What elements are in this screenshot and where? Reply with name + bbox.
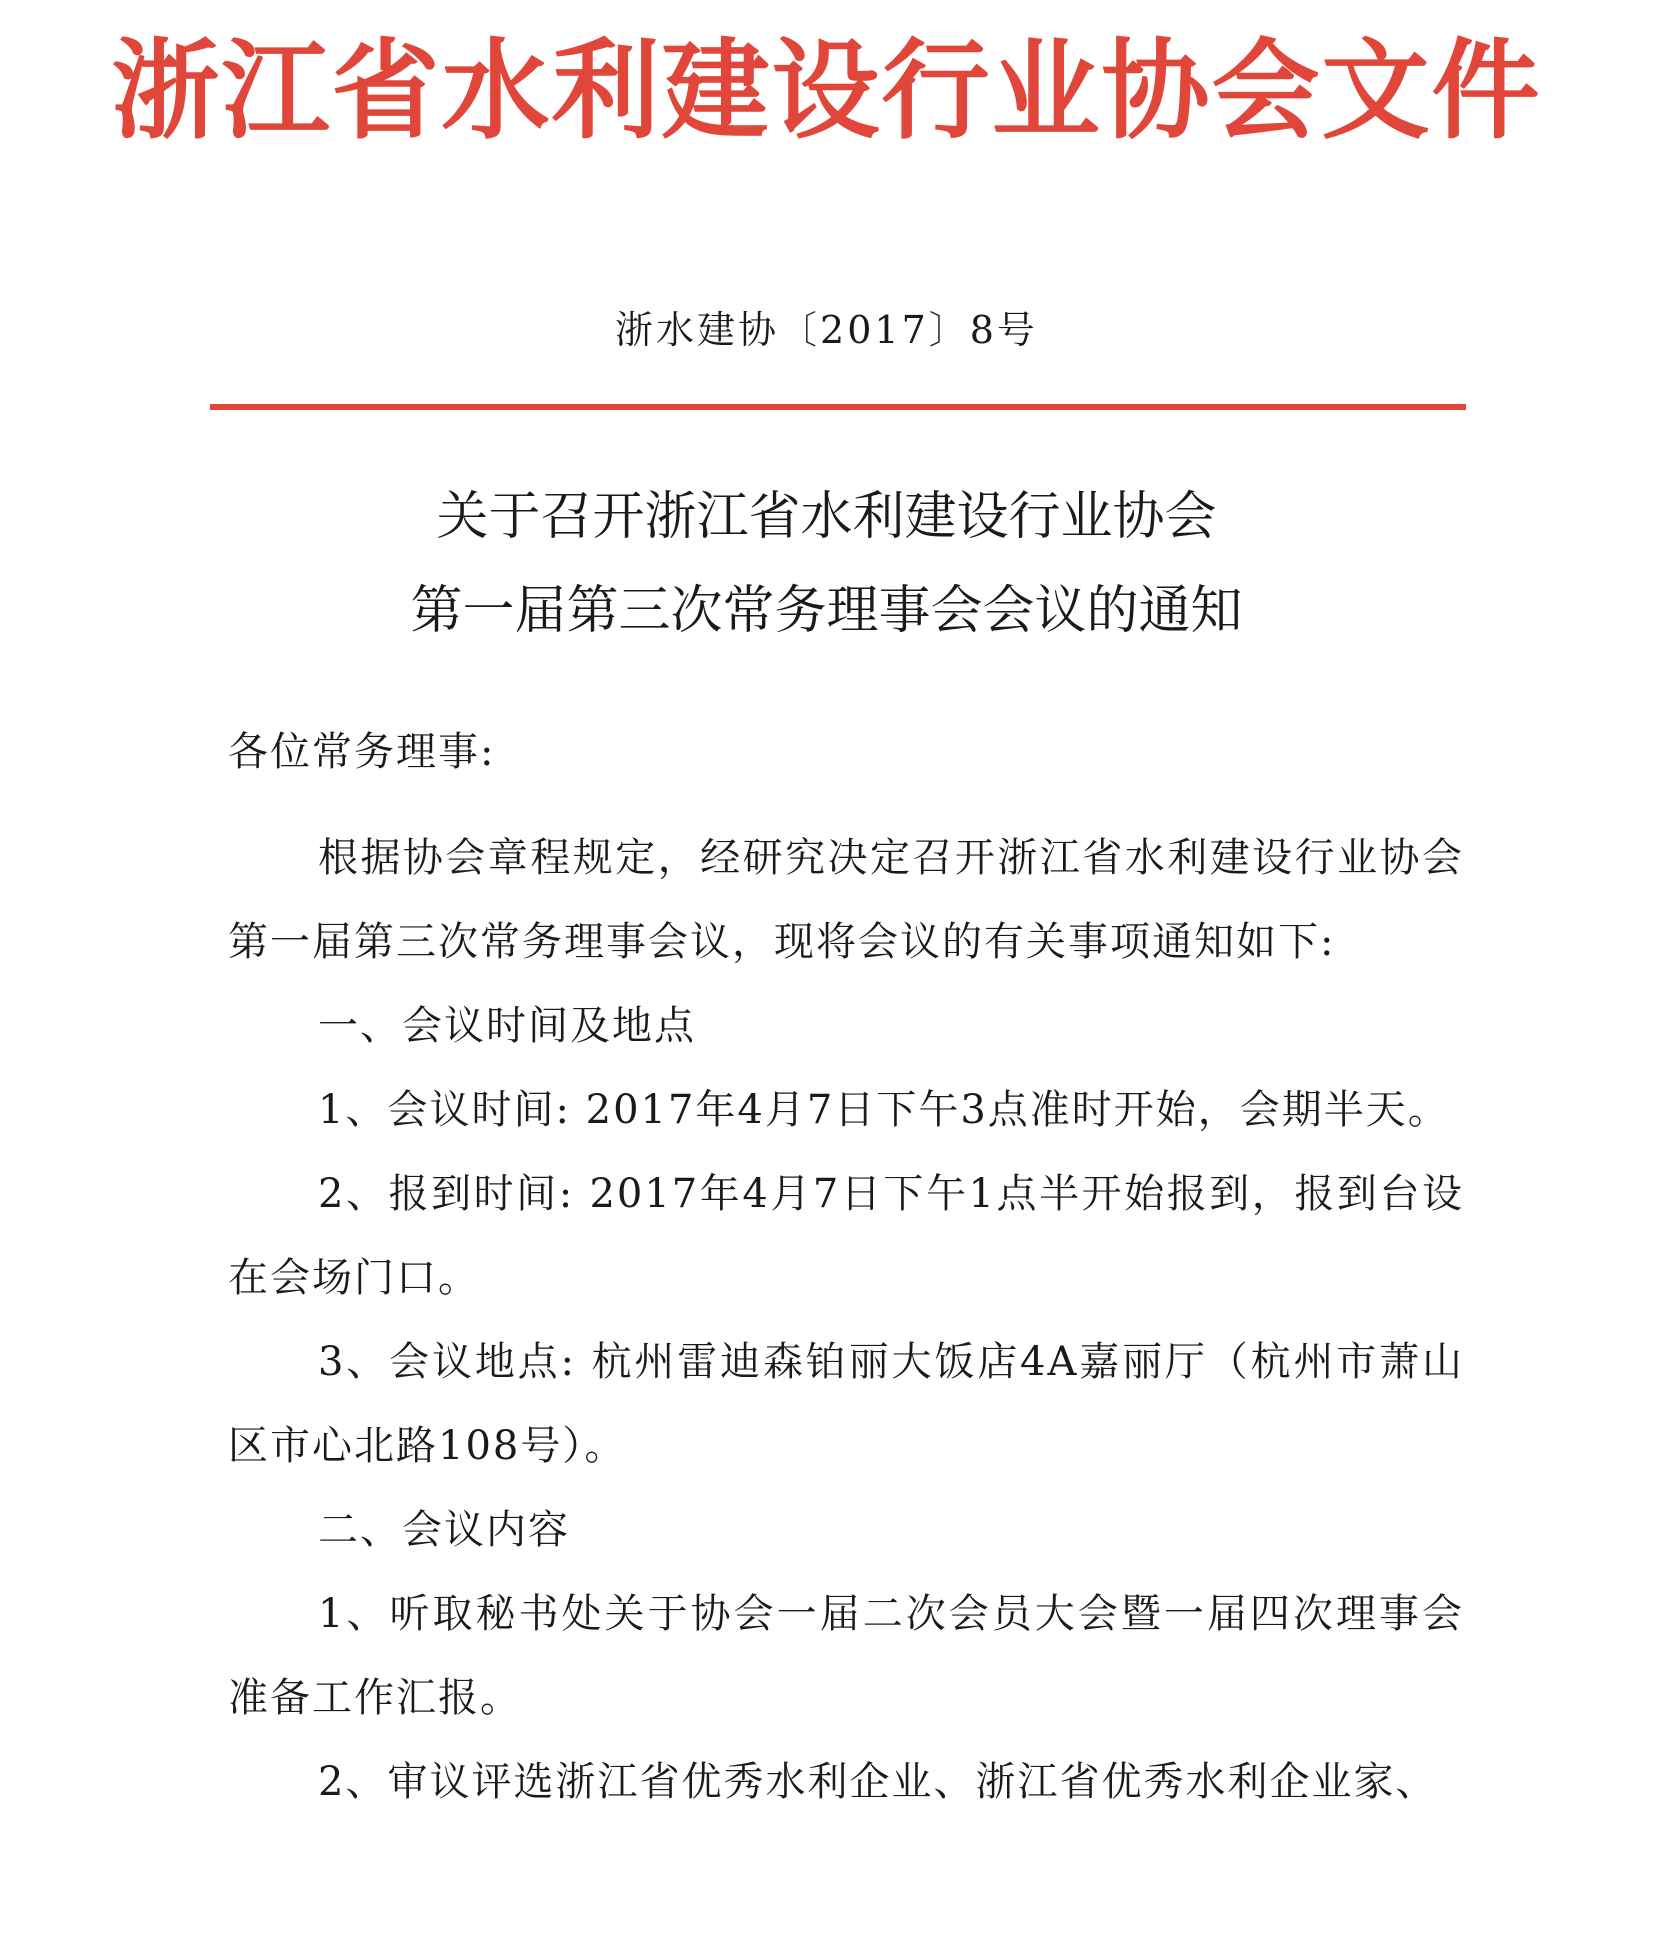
item-meeting-time: 1、会议时间: 2017年4月7日下午3点准时开始，会期半天。 xyxy=(318,1087,1450,1133)
intro-paragraph: 根据协会章程规定，经研究决定召开浙江省水利建设行业协会第一届第三次常务理事会议，现将会议的有关事项通知如下: xyxy=(228,835,1464,965)
content-item-1: 1、听取秘书处关于协会一届二次会员大会暨一届四次理事会准备工作汇报。 xyxy=(228,1591,1464,1721)
salutation: 各位常务理事: xyxy=(228,729,496,775)
masthead-title: 浙江省水利建设行业协会文件 xyxy=(111,29,1542,154)
notice-title-line-2: 第一届第三次常务理事会会议的通知 xyxy=(410,581,1243,641)
item-registration-time: 2、报到时间: 2017年4月7日下午1点半开始报到，报到台设在会场门口。 xyxy=(228,1171,1464,1301)
notice-title xyxy=(0,470,1653,658)
red-divider-line xyxy=(210,404,1466,410)
item-meeting-venue: 3、会议地点: 杭州雷迪森铂丽大饭店4A嘉丽厅（杭州市萧山区市心北路108号）。 xyxy=(228,1339,1464,1469)
notice-title-line-1: 关于召开浙江省水利建设行业协会 xyxy=(436,487,1217,547)
content-item-2: 2、审议评选浙江省优秀水利企业、浙江省优秀水利企业家、 xyxy=(318,1759,1438,1805)
section-heading-time-place: 一、会议时间及地点 xyxy=(318,1003,696,1049)
notice-body xyxy=(228,710,1464,1824)
document-number: 浙水建协〔2017〕8号 xyxy=(615,308,1038,352)
section-heading-content: 二、会议内容 xyxy=(318,1507,570,1553)
